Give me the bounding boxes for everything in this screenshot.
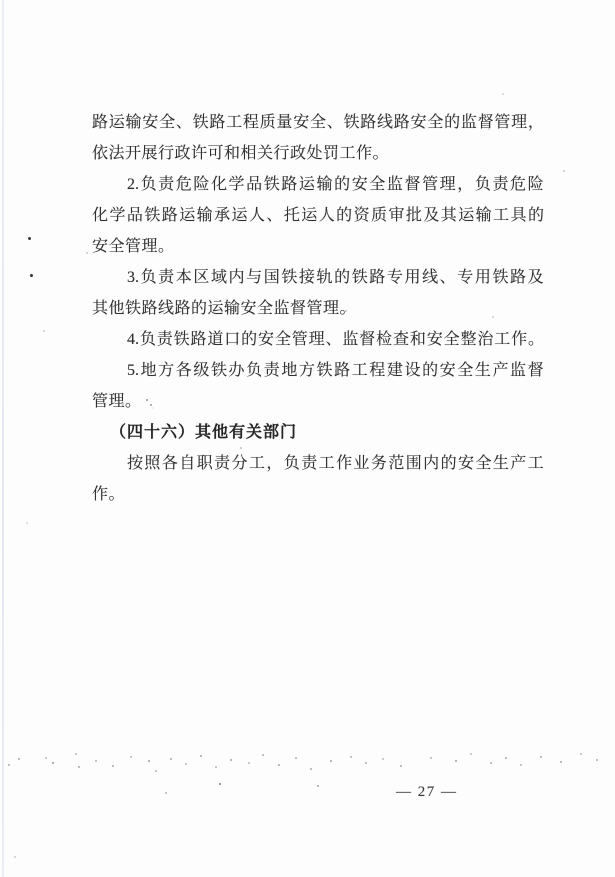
- text-line-05: 安全管理。: [92, 238, 175, 255]
- text-line-03: 2. 负 责 危 险 化 学 品 铁 路 运 输 的 安 全 监 督 管 理 ， 负 责 危 险: [127, 176, 544, 193]
- margin-speck: [28, 237, 31, 240]
- text-line-13: 作。: [92, 486, 126, 503]
- ink-smudge: [146, 399, 148, 401]
- text-line-12: 按 照 各 自 职 责 分 工 ， 负 责 工 作 业 务 范 围 内 的 安 全 生 产 工: [127, 455, 544, 472]
- scan-edge-line: [2, 0, 4, 877]
- text-line-02: 依法开展行政许可和相关行政处罚工作。: [92, 145, 390, 162]
- section-heading: （四十六）其他有关部门: [110, 424, 298, 441]
- page-number: — 27 —: [396, 784, 458, 800]
- text-line-08: 4. 负 责 铁 路 道 口 的 安 全 管 理 、 监 督 检 查 和 安 全 整 治 工 作 。: [127, 331, 544, 348]
- text-line-01: 路 运 输 安 全 、 铁 路 工 程 质 量 安 全 、 铁 路 线 路 安 全 的 监 督 管 理 ，: [92, 114, 544, 131]
- text-line-10: 管理。: [92, 393, 142, 410]
- document-text-block: [92, 107, 544, 510]
- text-line-07: 其他铁路线路的运输安全监督管理。: [92, 300, 357, 317]
- text-line-06: 3. 负 责 本 区 域 内 与 国 铁 接 轨 的 铁 路 专 用 线 、 专 用 铁 路 及: [127, 269, 544, 286]
- margin-speck: [30, 274, 34, 278]
- scan-speckle-band: [0, 0, 2, 2]
- text-line-09: 5. 地 方 各 级 铁 办 负 责 地 方 铁 路 工 程 建 设 的 安 全 生 产 监 督: [127, 362, 544, 379]
- text-line-04: 化 学 品 铁 路 运 输 承 运 人 、 托 运 人 的 资 质 审 批 及 其 运 输 工 具 的: [92, 207, 544, 224]
